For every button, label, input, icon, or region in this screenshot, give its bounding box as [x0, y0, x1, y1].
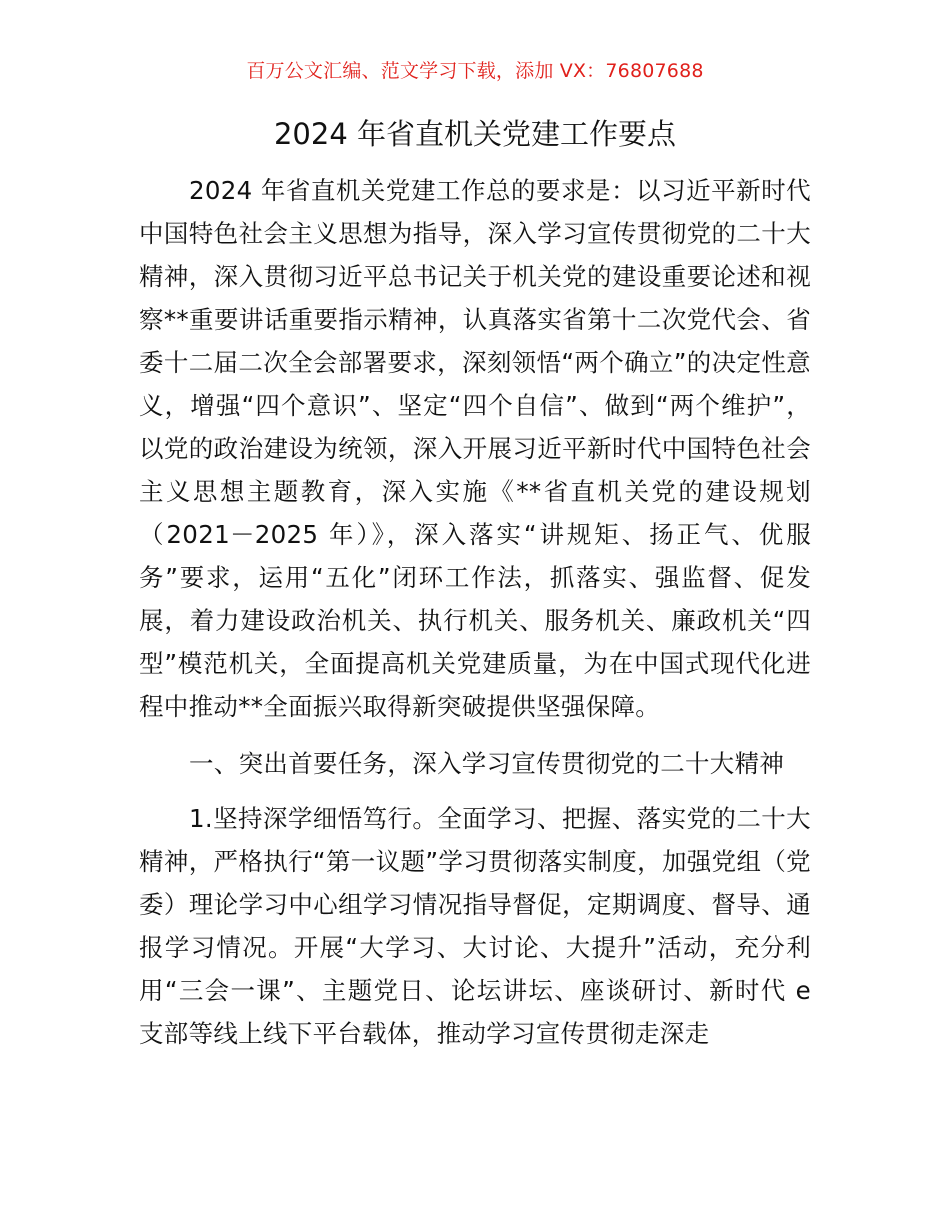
intro-paragraph: 2024 年省直机关党建工作总的要求是：以习近平新时代中国特色社会主义思想为指导，深入学习宣传贯彻党的二十大精神，深入贯彻习近平总书记关于机关党的建设重要论述和视察**重要讲话重要指示精神，认真落实省第十二次党代会、省委十二届二次全会部署要求，深刻领悟“两个确立”的决定性意义，增强“四个意识”、坚定“四个自信”、做到“两个维护”，以党的政治建设为统领，深入开展习近平新时代中国特色社会主义思想主题教育，深入实施《**省直机关党的建设规划（2021－2025 年）》，深入落实“讲规矩、扬正气、优服务”要求，运用“五化”闭环工作法，抓落实、强监督、促发展，着力建设政治机关、执行机关、服务机关、廉政机关“四型”模范机关，全面提高机关党建质量，为在中国式现代化进程中推动**全面振兴取得新突破提供坚强保障。: [139, 176, 811, 721]
document-title: 2024 年省直机关党建工作要点: [273, 117, 677, 151]
header-contact-note: 百万公文汇编、范文学习下载，添加 VX：76807688: [246, 60, 704, 82]
section-heading: 一、突出首要任务，深入学习宣传贯彻党的二十大精神: [189, 749, 785, 778]
item-paragraph: 1.坚持深学细悟笃行。全面学习、把握、落实党的二十大精神，严格执行“第一议题”学习贯彻落实制度，加强党组（党委）理论学习中心组学习情况指导督促，定期调度、督导、通报学习情况。开展“大学习、大讨论、大提升”活动，充分利用“三会一课”、主题党日、论坛讲坛、座谈研讨、新时代 e 支部等线上线下平台载体，推动学习宣传贯彻走深走: [139, 804, 811, 1048]
